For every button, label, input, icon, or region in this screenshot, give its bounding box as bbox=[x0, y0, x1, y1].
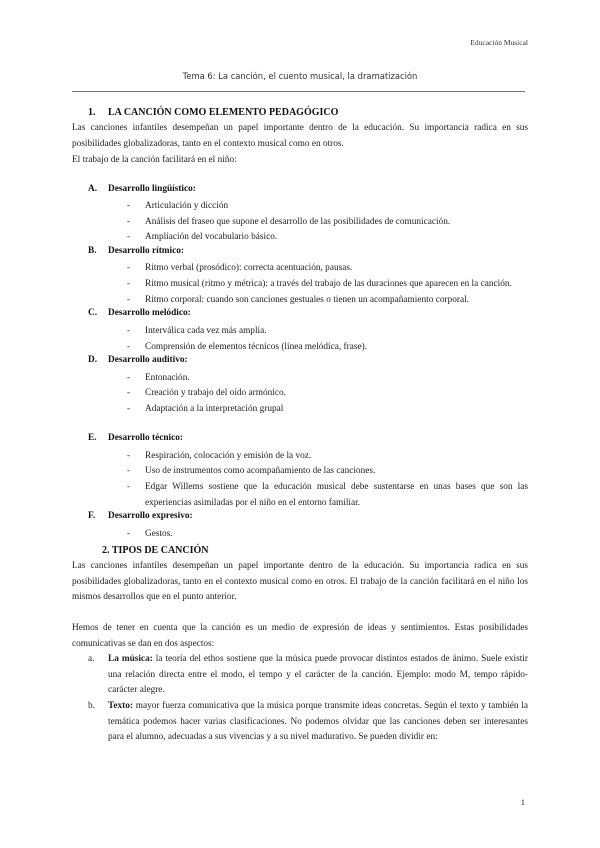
dash-bullet-icon: - bbox=[127, 201, 131, 211]
dash-bullet-icon: - bbox=[127, 232, 131, 242]
section1-heading bbox=[88, 107, 338, 118]
dash-bullet-icon: - bbox=[127, 342, 131, 352]
dash-bullet-icon: - bbox=[127, 466, 131, 476]
subsection-title: Desarrollo auditivo: bbox=[108, 355, 188, 365]
aspect-item bbox=[88, 699, 528, 746]
subsection-letter: D. bbox=[88, 355, 98, 365]
list-item-text: Creación y trabajo del oído armónico. bbox=[145, 388, 286, 398]
aspect-letter: a. bbox=[88, 654, 95, 664]
subsection-heading bbox=[88, 433, 183, 443]
section2-paragraph1: Las canciones infantiles desempeñan un papel importante dentro de la educación. Su importancia radica en sus posibilidades globalizadoras, tanto en el contexto musical como en otros. El trabajo de la canción facilitará en el niño los mismos desarrollos que en el punto anterior. bbox=[72, 561, 528, 603]
dash-bullet-icon: - bbox=[127, 482, 131, 492]
running-header: Educación Musical bbox=[470, 38, 528, 47]
list-item-text: Ritmo corporal: cuando son canciones gestuales o tienen un acompañamiento corporal. bbox=[145, 295, 469, 305]
section1-paragraph: Las canciones infantiles desempeñan un papel importante dentro de la educación. Su importancia radica en sus posibilidades globalizadoras, tanto en el contexto musical como en otros. bbox=[72, 123, 528, 149]
list-item bbox=[127, 230, 528, 246]
list-item bbox=[127, 324, 528, 340]
list-item-text: Interválica cada vez más amplia. bbox=[145, 326, 267, 336]
header-divider bbox=[72, 91, 525, 92]
subsection-title: Desarrollo rítmico: bbox=[108, 246, 184, 256]
page-number: 1 bbox=[520, 797, 525, 807]
list-item bbox=[127, 386, 528, 402]
subsection-title: Desarrollo melódico: bbox=[108, 308, 191, 318]
subsection-letter: F. bbox=[88, 511, 96, 521]
aspect-term: La música: bbox=[108, 654, 153, 664]
list-item-text: Ritmo musical (ritmo y métrica): a través del trabajo de las duraciones que aparecen en la canción. bbox=[145, 279, 512, 289]
list-item bbox=[127, 480, 528, 511]
list-item-text: Gestos. bbox=[145, 529, 173, 539]
list-item-text: Uso de instrumentos como acompañamiento de las canciones. bbox=[145, 466, 376, 476]
dash-bullet-icon: - bbox=[127, 295, 131, 305]
subsection-letter: B. bbox=[88, 246, 97, 256]
list-item-text: Ampliación del vocabulario básico. bbox=[145, 232, 278, 242]
list-item bbox=[127, 464, 528, 480]
list-item bbox=[127, 277, 528, 293]
list-item-text: Análisis del fraseo que supone el desarrollo de las posibilidades de comunicación. bbox=[145, 217, 451, 227]
subsection-letter: C. bbox=[88, 308, 98, 318]
list-item bbox=[127, 261, 528, 277]
subsection-title: Desarrollo lingüístico: bbox=[108, 184, 196, 194]
subsection-heading bbox=[88, 355, 188, 365]
list-item bbox=[127, 215, 528, 231]
list-item bbox=[127, 527, 528, 543]
topic-title: Tema 6: La canción, el cuento musical, la dramatización bbox=[182, 71, 418, 81]
subsection-heading bbox=[88, 308, 191, 318]
aspect-term: Texto: bbox=[108, 701, 133, 711]
aspect-text: la teoría del ethos sostiene que la música puede provocar distintos estados de ánimo. Suele existir una relación directa entre el modo, el tempo y el carácter de la canción. Ejemplo: modo M, tempo rápido-carácter alegre. bbox=[108, 654, 528, 696]
aspect-text: mayor fuerza comunicativa que la música porque transmite ideas concretas. Según el texto y también la temática podemos hacer varias clasificaciones. No podemos olvidar que las canciones deben ser interesantes para el alumno, adecuadas a sus vivencias y a su nivel madurativo. Se pueden dividir en: bbox=[108, 701, 528, 743]
dash-bullet-icon: - bbox=[127, 404, 131, 414]
list-item bbox=[127, 340, 528, 356]
list-item bbox=[127, 371, 528, 387]
aspect-letter: b. bbox=[88, 701, 95, 711]
list-item-text: Edgar Willems sostiene que la educación musical debe sustentarse en unas bases que son las experiencias asimiladas por el niño en el entorno familiar. bbox=[145, 482, 528, 508]
section1-number: 1. bbox=[88, 107, 96, 118]
list-item-text: Respiración, colocación y emisión de la voz. bbox=[145, 451, 312, 461]
section1-title: LA CANCIÓN COMO ELEMENTO PEDAGÓGICO bbox=[108, 107, 339, 118]
dash-bullet-icon: - bbox=[127, 388, 131, 398]
aspect-item bbox=[88, 652, 528, 699]
subsection-heading bbox=[88, 184, 196, 194]
subsection-heading bbox=[88, 511, 193, 521]
section2-heading: 2. TIPOS DE CANCIÓN bbox=[102, 545, 209, 556]
list-item-text: Adaptación a la interpretación grupal bbox=[145, 404, 284, 414]
subsection-letter: E. bbox=[88, 433, 97, 443]
dash-bullet-icon: - bbox=[127, 529, 131, 539]
subsection-heading bbox=[88, 246, 184, 256]
subsection-title: Desarrollo técnico: bbox=[108, 433, 183, 443]
dash-bullet-icon: - bbox=[127, 373, 131, 383]
list-item-text: Articulación y dicción bbox=[145, 201, 229, 211]
subsection-title: Desarrollo expresivo: bbox=[108, 511, 193, 521]
list-item bbox=[127, 402, 528, 418]
section1-intro: El trabajo de la canción facilitará en el niño: bbox=[72, 155, 237, 165]
dash-bullet-icon: - bbox=[127, 263, 131, 273]
dash-bullet-icon: - bbox=[127, 279, 131, 289]
list-item-text: Ritmo verbal (prosódico): correcta acentuación, pausas. bbox=[145, 263, 353, 273]
dash-bullet-icon: - bbox=[127, 326, 131, 336]
section2-paragraph2: Hemos de tener en cuenta que la canción es un medio de expresión de ideas y sentimientos. Estas posibilidades comunicativas se dan en dos aspectos: bbox=[72, 623, 528, 649]
list-item-text: Comprensión de elementos técnicos (línea melódica, frase). bbox=[145, 342, 368, 352]
list-item-text: Entonación. bbox=[145, 373, 190, 383]
dash-bullet-icon: - bbox=[127, 451, 131, 461]
list-item bbox=[127, 293, 528, 309]
subsection-letter: A. bbox=[88, 184, 98, 194]
list-item bbox=[127, 199, 528, 215]
dash-bullet-icon: - bbox=[127, 217, 131, 227]
list-item bbox=[127, 449, 528, 465]
